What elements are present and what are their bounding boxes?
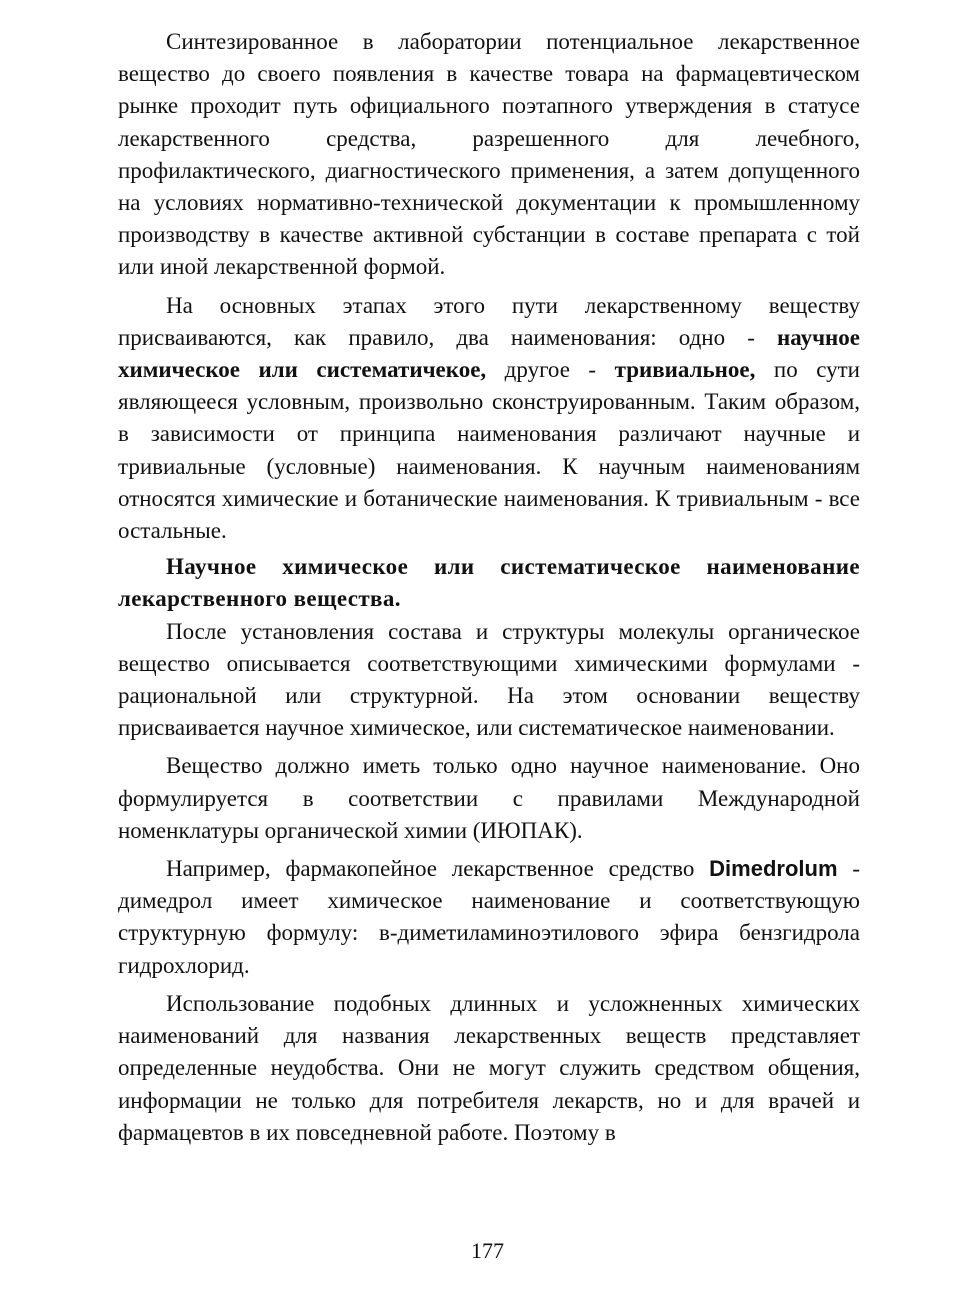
term-scientific-name: научное химическое или систематичекое, — [118, 324, 860, 383]
paragraph-3: После установления состава и структуры молекулы органическое вещество описывается соответствующими химическими формулами - рациональной или структурной. На этом основании веществу присваивается научное химическое, или систематическое наименовании. — [118, 618, 860, 741]
paragraph-2 — [118, 290, 860, 548]
paragraph-2-text-1: На основных этапах этого пути лекарственному веществу присваиваются, как правило, два наименования: одно - — [118, 292, 860, 350]
paragraph-5-text-2: - димедрол имеет химическое наименование и соответствующую структурную формулу: в-диметиламиноэтилового эфира бензгидрола гидрохлорид. — [118, 856, 860, 978]
paragraph-2-text-2: другое - — [486, 357, 615, 383]
latin-drug-name: Dimedrolum — [709, 856, 838, 882]
page-body — [118, 26, 860, 1149]
paragraph-5-text-1: Например, фармакопейное лекарственное средство — [166, 856, 710, 882]
section-heading: Научное химическое или систематическое наименование лекарственного вещества. — [118, 554, 860, 612]
page-number: 177 — [471, 1238, 504, 1263]
term-trivial-name: тривиальное, — [614, 357, 756, 383]
paragraph-5 — [118, 853, 860, 982]
paragraph-1: Синтезированное в лаборатории потенциальное лекарственное вещество до своего появления в качестве товара на фармацевтическом рынке проходит путь официального поэтапного утверждения в статусе лекарственного средства, разрешенного для лечебного, профилактического, диагностического применения, а затем допущенного на условиях нормативно-технической документации к промышленному производству в качестве активной субстанции в составе препарата с той или иной лекарственной формой. — [118, 29, 860, 280]
paragraph-4: Вещество должно иметь только одно научное наименование. Оно формулируется в соответствии с правилами Международной номенклатуры органической химии (ИЮПАК). — [118, 753, 860, 843]
paragraph-6: Использование подобных длинных и усложненных химических наименований для названия лекарственных веществ представляет определенные неудобства. Они не могут служить средством общения, информации не только для потребителя лекарств, но и для врачей и фармацевтов в их повседневной работе. Поэтому в — [118, 990, 860, 1145]
paragraph-2-text-3: по сути являющееся условным, произвольно сконструированным. Таким образом, в зависимости от принципа наименования различают научные и тривиальные (условные) наименования. К научным наименованиям относятся химические и ботанические наименования. К тривиальным - все остальные. — [118, 357, 860, 544]
